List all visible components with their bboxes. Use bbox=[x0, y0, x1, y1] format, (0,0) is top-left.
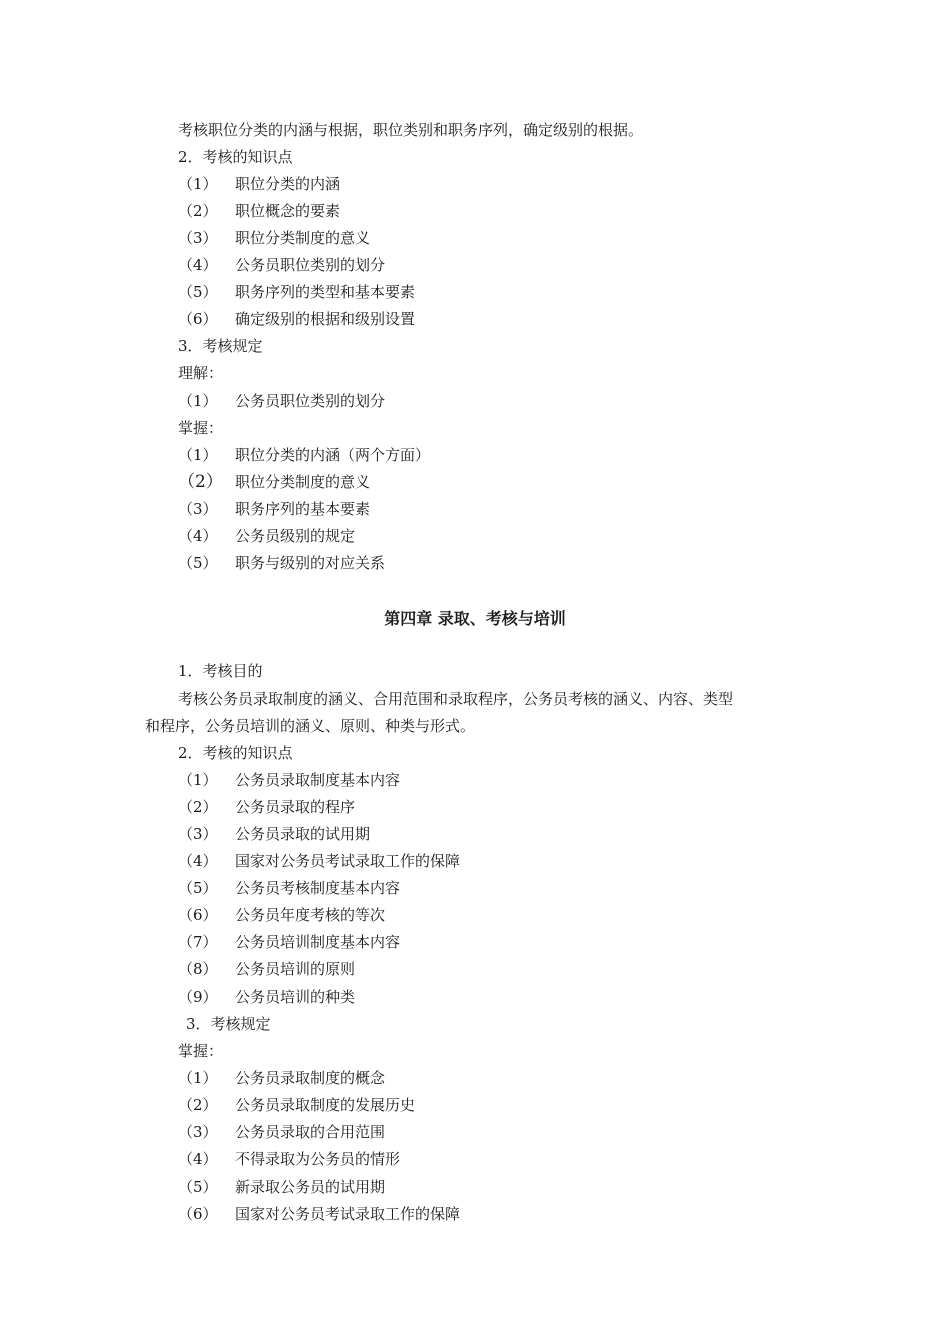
document-page: 考核职位分类的内涵与根据，职位类别和职务序列，确定级别的根据。 2．考核的知识点 （1） 职位分类的内涵 （2） 职位概念的要素 （3） 职位分类制度的意义 （4） 公务员职位类别的划分 （5） 职务序列的类型和基本要素 （6） 确定级别的根据和级别设置 3．考核规定 理解： （1） 公务员职位类别的划分 掌握： （1） 职位分类的内涵（两个方面） （2） 职位分类制度的意义 （3） 职务序列的基本要素 （4） 公务员级别的规定 （5） 职务与级别的对应关系 第四章 录取、考核与培训 1．考核目的 考核公务员录取制度的涵义、合用范围和录取程序，公务员考核的涵义、内容、类型 和程序，公务员培训的涵义、原则、种类与形式。 2．考核的知识点 （1） 公务员录取制度基本内容 （2） 公务员录取的程序 （3） 公务员录取的试用期 （4） 国家对公务员考试录取工作的保障 （5） 公务员考核制度基本内容 （6） 公务员年度考核的等次 （7） 公务员培训制度基本内容 （8） 公务员培训的原则 （9） 公务员培训的种类 3．考核规定 掌握： （1） 公务员录取制度的概念 （2） 公务员录取制度的发展历史 （3） 公务员录取的合用范围 （4） 不得录取为公务员的情形 （5） 新录取公务员的试用期 （6） 国家对公务员考试录取工作的保障 bbox=[0, 0, 950, 1344]
section-intro: 考核职位分类的内涵与根据，职位类别和职务序列，确定级别的根据。 bbox=[178, 121, 644, 139]
knowledge-heading: 2．考核的知识点 bbox=[178, 148, 293, 166]
purpose-paragraph-line2: 和程序，公务员培训的涵义、原则、种类与形式。 bbox=[145, 717, 476, 735]
master-label: 掌握： bbox=[178, 1042, 224, 1060]
chapter-title: 第四章 录取、考核与培训 bbox=[384, 609, 566, 628]
master-label: 掌握： bbox=[178, 419, 224, 437]
understand-label: 理解： bbox=[178, 364, 224, 382]
purpose-paragraph-line1: 考核公务员录取制度的涵义、合用范围和录取程序，公务员考核的涵义、内容、类型 bbox=[178, 690, 734, 708]
rules-heading: 3．考核规定 bbox=[178, 337, 263, 355]
knowledge-heading: 2．考核的知识点 bbox=[178, 744, 293, 762]
rules-heading: 3．考核规定 bbox=[186, 1015, 271, 1033]
purpose-heading: 1．考核目的 bbox=[178, 662, 263, 680]
